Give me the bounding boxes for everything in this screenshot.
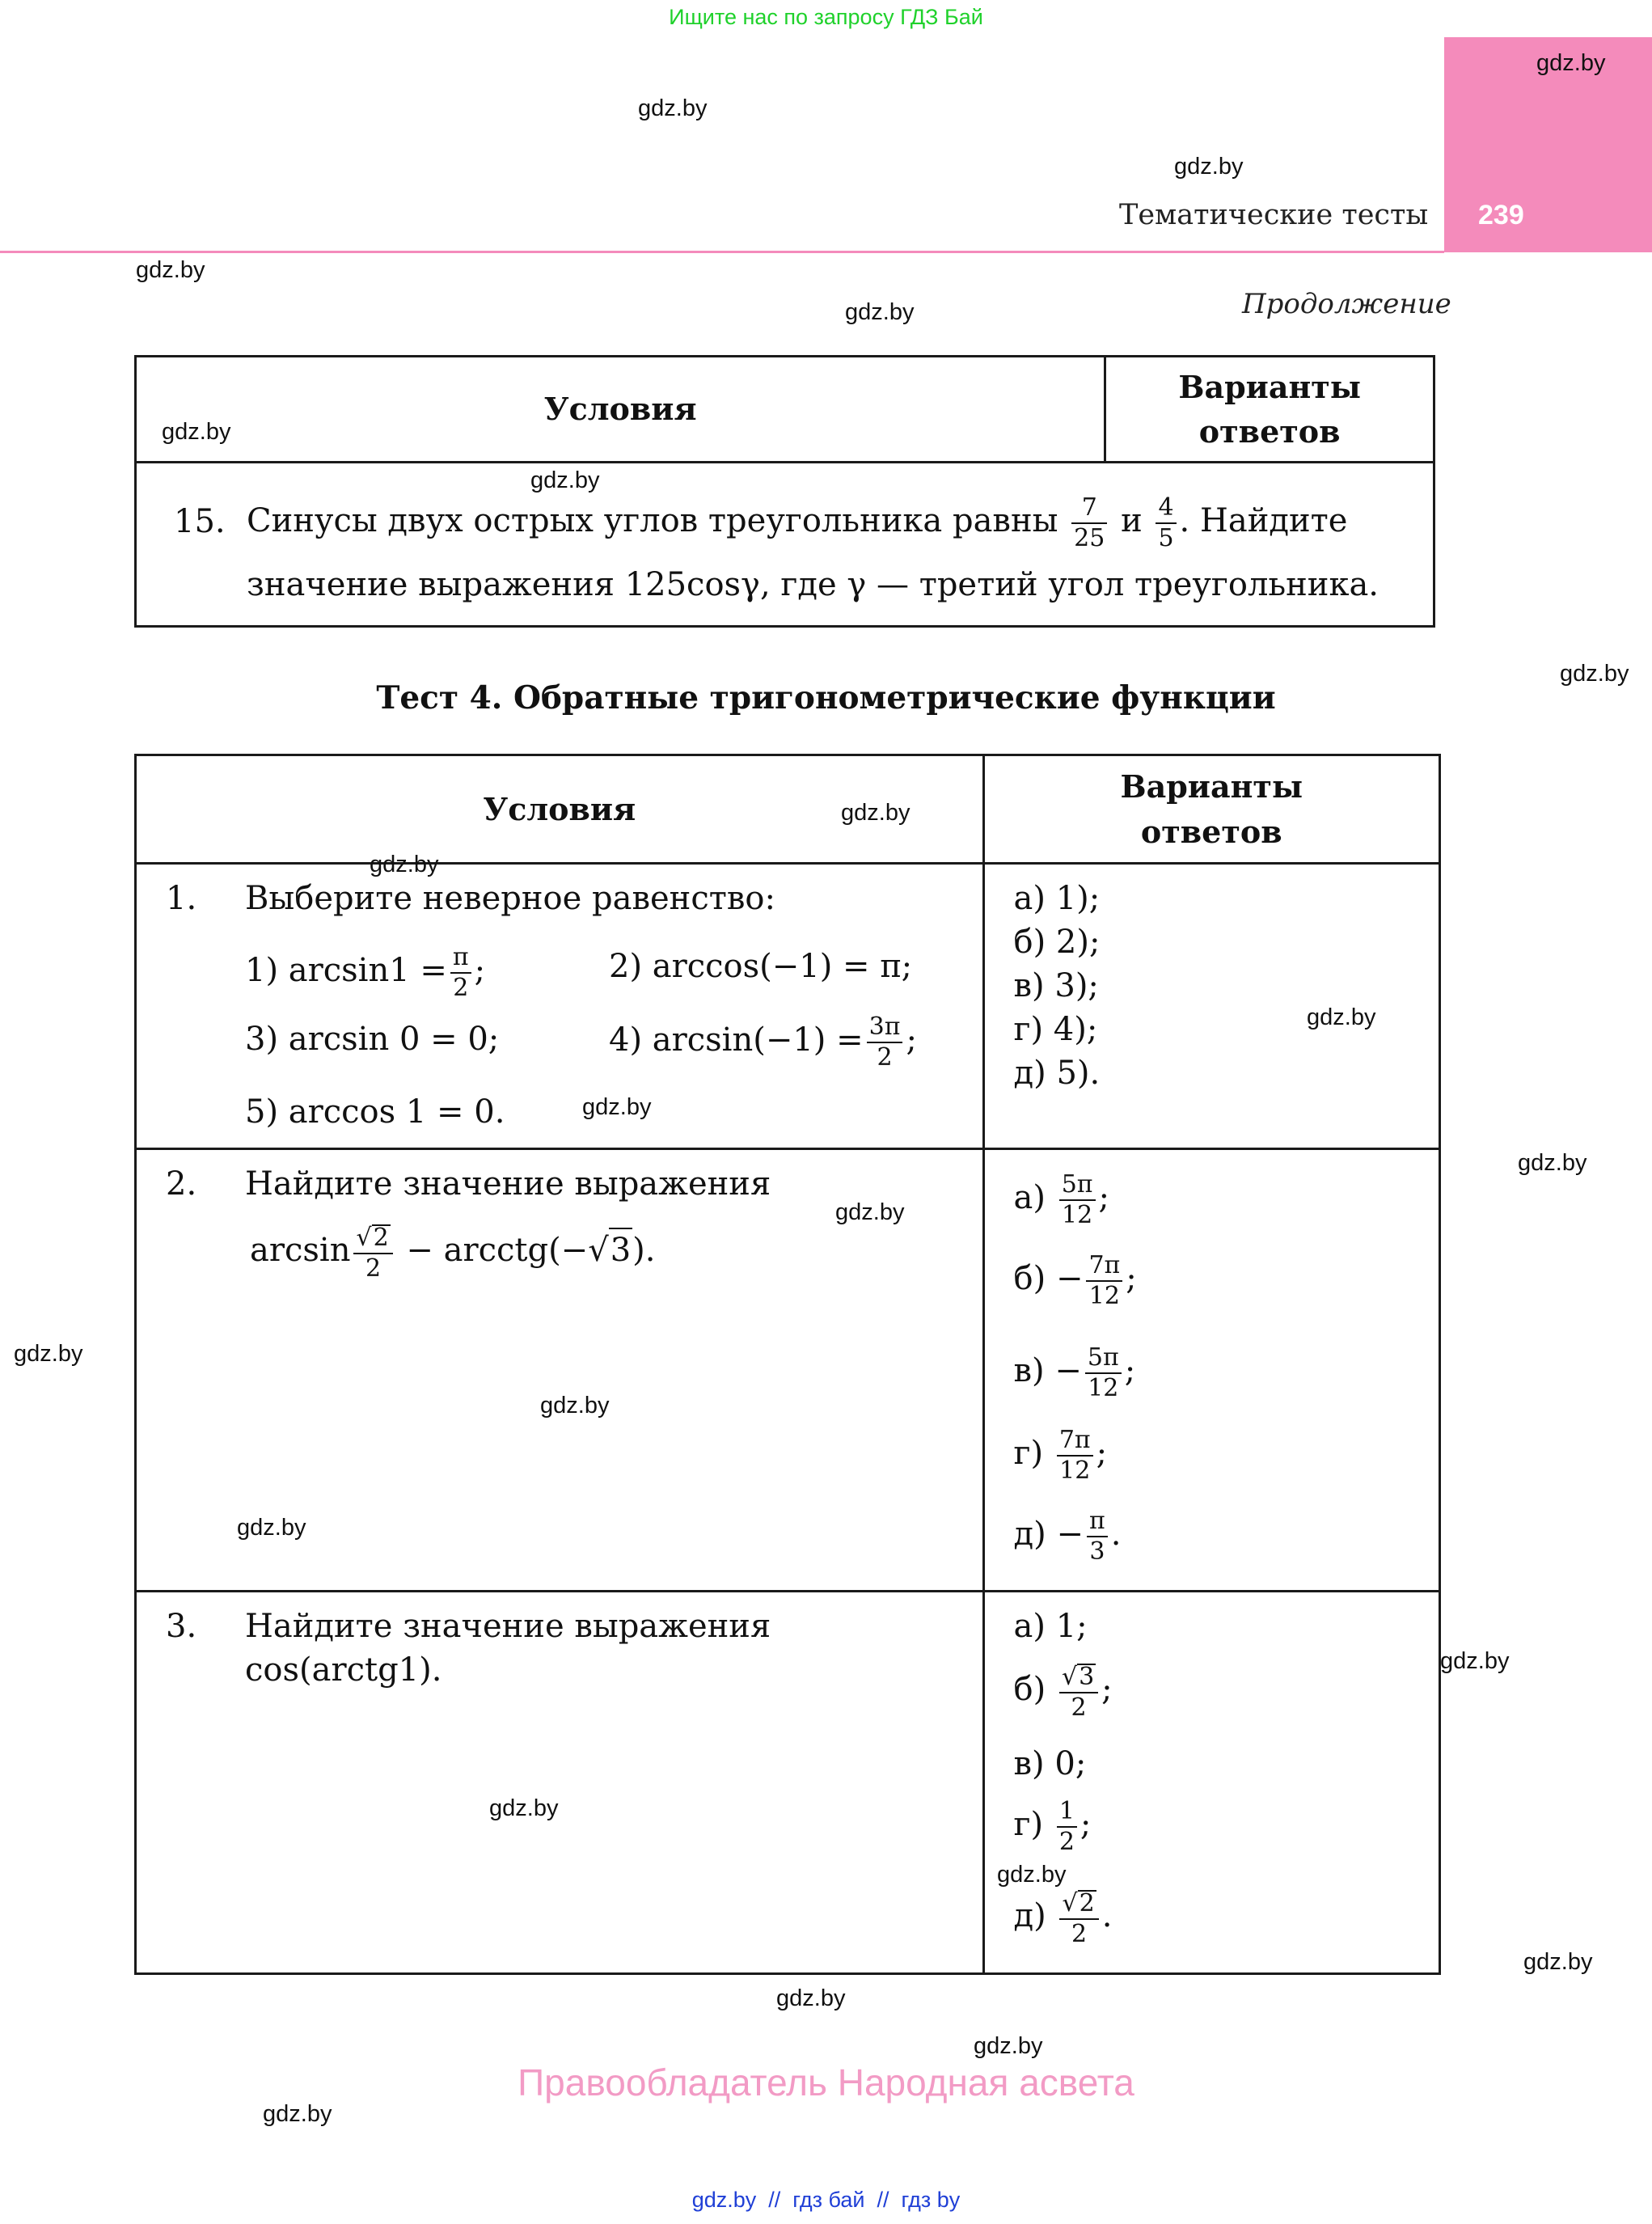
answer-e: д) $\frac{√2}{2}$ .	[1013, 1889, 1113, 1948]
answer-a: а) 1;	[1013, 1608, 1088, 1645]
answers-3-cell	[983, 1592, 1439, 1974]
header-answers	[1105, 357, 1434, 463]
table-continuation	[134, 355, 1435, 628]
question-number: 3.	[166, 1608, 197, 1645]
page-number: 239	[1478, 200, 1524, 230]
question-expression: arcsin $\frac{√2}{2}$ − arcctg(−√3).	[250, 1224, 656, 1283]
header-answers-line1: Варианты	[1120, 768, 1303, 805]
question-3-cell	[136, 1592, 984, 1974]
header-answers-line2: ответов	[1140, 813, 1282, 850]
question-number: 15.	[174, 503, 226, 540]
watermark: gdz.by	[582, 1094, 652, 1120]
watermark: gdz.by	[14, 1341, 83, 1367]
watermark: gdz.by	[1307, 1004, 1376, 1030]
answer-a: а) 1);	[1013, 880, 1101, 917]
answer-a: а) $\frac{5\pi}{12}$ ;	[1013, 1170, 1109, 1229]
question-prompt: Выберите неверное равенство:	[245, 880, 775, 917]
question-prompt: Найдите значение выражения	[245, 1165, 771, 1203]
table-row	[136, 1149, 1440, 1592]
watermark: gdz.by	[237, 1515, 306, 1541]
watermark: gdz.by	[1536, 50, 1606, 76]
question-15-cell	[136, 463, 1434, 627]
answers-2-cell	[983, 1149, 1439, 1592]
header-answers-line1: Варианты	[1178, 368, 1361, 405]
answer-d: г) 4);	[1013, 1011, 1098, 1048]
table-row	[136, 864, 1440, 1149]
footer-links[interactable]: gdz.by // гдз бай // гдз by	[691, 2188, 961, 2212]
running-head: Тематические тесты	[1119, 199, 1429, 231]
answer-c: в) 3);	[1013, 967, 1099, 1004]
table-test-4	[134, 754, 1441, 1975]
header-answers-line2: ответов	[1198, 413, 1341, 450]
question-prompt: Найдите значение выражения	[245, 1608, 771, 1645]
watermark: gdz.by	[1440, 1648, 1510, 1674]
copyright-notice: Правообладатель Народная асвета	[518, 2061, 1134, 2103]
question-text: Синусы двух острых углов треугольника равны	[247, 502, 1058, 539]
option-5: 5) arccos 1 = 0.	[245, 1093, 505, 1131]
watermark: gdz.by	[489, 1795, 559, 1821]
answer-b: б) $\frac{√3}{2}$ ;	[1013, 1663, 1113, 1722]
watermark: gdz.by	[776, 1985, 846, 2011]
header-conditions: Условия	[136, 755, 984, 864]
watermark: gdz.by	[1560, 661, 1629, 687]
question-number: 1.	[166, 880, 197, 917]
fraction: $\frac{4}{5}$	[1156, 496, 1176, 551]
question-expression: cos(arctg1).	[245, 1651, 442, 1689]
question-15-line2: значение выражения 125cosγ, где γ — третий угол треугольника.	[247, 566, 1379, 603]
option-4: 4) arcsin(−1) = $\frac{3\pi}{2}$ ;	[609, 1013, 917, 1072]
watermark: gdz.by	[1523, 1949, 1593, 1975]
question-number: 2.	[166, 1165, 197, 1203]
watermark: gdz.by	[540, 1393, 610, 1419]
option-2: 2) arccos(−1) = π;	[609, 948, 913, 985]
watermark: gdz.by	[835, 1199, 905, 1225]
header-answers	[983, 755, 1439, 864]
answer-b: б) 2);	[1013, 924, 1101, 961]
answer-d: г) $\frac{1}{2}$ ;	[1013, 1797, 1092, 1856]
watermark: gdz.by	[841, 800, 911, 826]
watermark: gdz.by	[1518, 1150, 1587, 1176]
option-1: 1) arcsin1 = $\frac{\pi}{2}$ ;	[245, 943, 486, 1002]
watermark: gdz.by	[638, 95, 708, 121]
watermark: gdz.by	[997, 1862, 1067, 1888]
continuation-label: Продолжение	[1242, 288, 1451, 320]
answer-d: г) $\frac{7\pi}{12}$ ;	[1013, 1426, 1108, 1485]
question-text: . Найдите	[1179, 502, 1348, 539]
table-row	[136, 1592, 1440, 1974]
watermark: gdz.by	[1174, 154, 1244, 180]
watermark: gdz.by	[136, 257, 205, 283]
test-title: Тест 4. Обратные тригонометрические функции	[376, 679, 1276, 717]
header-rule	[0, 251, 1444, 253]
fraction: $\frac{7}{25}$	[1071, 496, 1107, 551]
question-text: и	[1121, 502, 1143, 539]
watermark: gdz.by	[370, 852, 439, 877]
answer-b: б) − $\frac{7\pi}{12}$ ;	[1013, 1251, 1137, 1310]
watermark: gdz.by	[263, 2101, 332, 2127]
answer-e: д) 5).	[1013, 1055, 1101, 1092]
answer-c: в) − $\frac{5\pi}{12}$ ;	[1013, 1343, 1136, 1402]
watermark: gdz.by	[974, 2033, 1043, 2059]
watermark: gdz.by	[530, 467, 600, 493]
top-banner[interactable]: Ищите нас по запросу ГДЗ Бай	[669, 5, 983, 29]
question-1-cell	[136, 864, 984, 1149]
header-conditions: Условия	[136, 357, 1105, 463]
answer-e: д) − $\frac{\pi}{3}$ .	[1013, 1507, 1122, 1566]
question-15-line1	[247, 493, 1348, 552]
option-3: 3) arcsin 0 = 0;	[245, 1021, 500, 1058]
answer-c: в) 0;	[1013, 1745, 1087, 1782]
watermark: gdz.by	[845, 299, 915, 325]
watermark: gdz.by	[162, 419, 231, 445]
